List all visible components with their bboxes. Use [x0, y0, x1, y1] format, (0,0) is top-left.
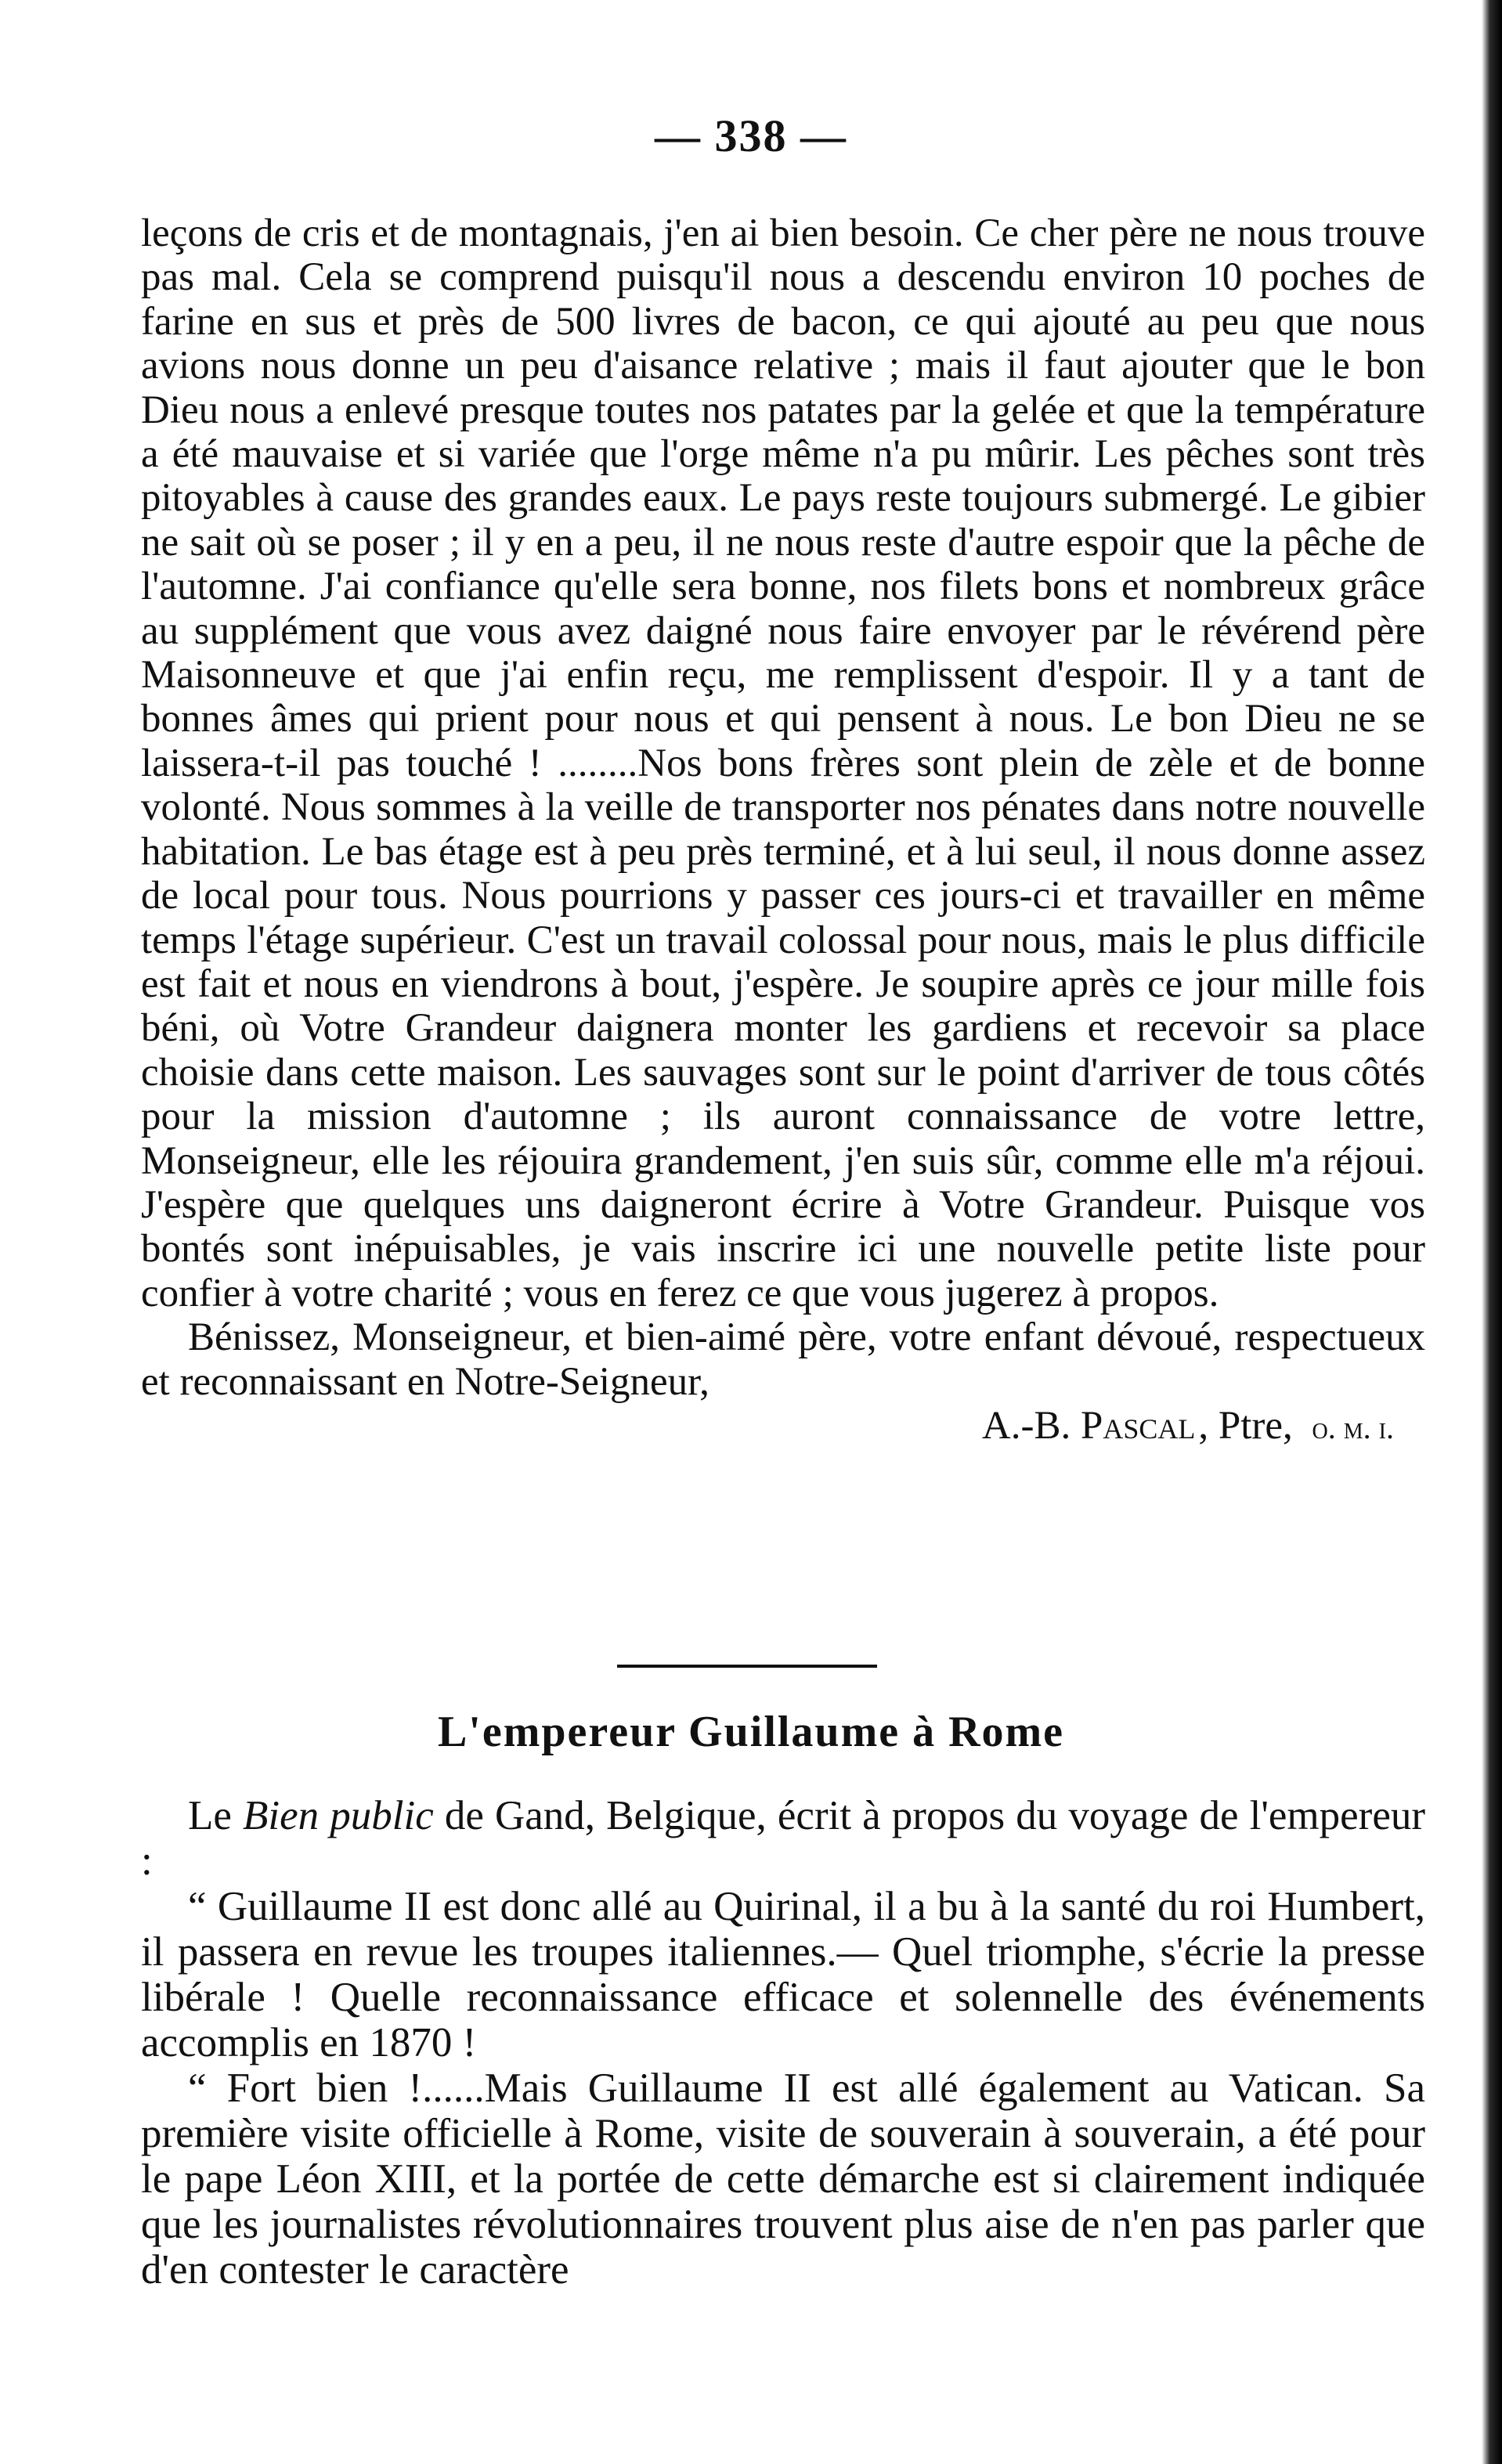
signature-name: Pascal [1081, 1403, 1196, 1448]
article-title: L'empereur Guillaume à Rome [437, 1708, 1065, 1756]
page-number: — 338 — [655, 110, 847, 161]
section-separator-rule [617, 1665, 877, 1668]
article-quote-1: “ Guillaume II est donc allé au Quirinal, il a bu à la santé du roi Humbert, il passera en revue les troupes italiennes.— Quel triomphe, s'écrie la presse libérale ! Quelle reconnaissance efficace et solennelle des événements accomplis en 1870 ! [141, 1884, 1425, 2065]
signature-title: , Ptre, [1198, 1403, 1293, 1448]
article-intro-suffix: de Gand, Belgique, écrit à propos du voyage de l'empereur : [141, 1793, 1425, 1884]
signature-order: o. m. i. [1312, 1409, 1394, 1445]
page-spine-edge [1482, 0, 1502, 2464]
letter-signature [141, 1404, 1425, 1450]
letter-paragraph-closing: Bénissez, Monseigneur, et bien-aimé père, votre enfant dévoué, respectueux et reconnaissant en Notre-Seigneur, [141, 1315, 1425, 1404]
letter-body [141, 211, 1425, 1450]
article-quote-2: “ Fort bien !......Mais Guillaume II est allé également au Vatican. Sa première visite officielle à Rome, visite de souverain à souverain, a été pour le pape Léon XIII, et la portée de cette démarche est si clairement indiquée que les journalistes révolutionnaires trouvent plus aise de n'en pas parler que d'en contester le caractère [141, 2065, 1425, 2293]
article-intro [141, 1793, 1425, 1884]
article-body [141, 1793, 1425, 2293]
signature-initials: A.-B. [981, 1403, 1071, 1448]
article-intro-source: Bien public [243, 1793, 434, 1838]
article-intro-prefix: Le [188, 1793, 244, 1838]
letter-paragraph-main: leçons de cris et de montagnais, j'en ai bien besoin. Ce cher père ne nous trouve pas mal. Cela se comprend puisqu'il nous a descendu environ 10 poches de farine en sus et près de 500 livres de bacon, ce qui ajouté au peu que nous avions nous donne un peu d'aisance relative ; mais il faut ajouter que le bon Dieu nous a enlevé presque toutes nos patates par la gelée et que la température a été mauvaise et si variée que l'orge même n'a pu mûrir. Les pêches sont très pitoyables à cause des grandes eaux. Le pays reste toujours submergé. Le gibier ne sait où se poser ; il y en a peu, il ne nous reste d'autre espoir que la pêche de l'automne. J'ai confiance qu'elle sera bonne, nos filets bons et nombreux grâce au supplément que vous avez daigné nous faire envoyer par le révérend père Maisonneuve et que j'ai enfin reçu, me remplissent d'espoir. Il y a tant de bonnes âmes qui prient pour nous et qui pensent à nous. Le bon Dieu ne se laissera-t-il pas touché ! ........Nos bons frères sont plein de zèle et de bonne volonté. Nous sommes à la veille de transporter nos pénates dans notre nouvelle habitation. Le bas étage est à peu près terminé, et à lui seul, il nous donne assez de local pour tous. Nous pourrions y passer ces jours-ci et travailler en même temps l'étage supérieur. C'est un travail colossal pour nous, mais le plus difficile est fait et nous en viendrons à bout, j'espère. Je soupire après ce jour mille fois béni, où Votre Grandeur daignera monter les gardiens et recevoir sa place choisie dans cette maison. Les sauvages sont sur le point d'arriver de tous côtés pour la mission d'automne ; ils auront connaissance de votre lettre, Monseigneur, elle les réjouira grandement, j'en suis sûr, comme elle m'a réjoui. J'espère que quelques uns daigneront écrire à Votre Grandeur. Puisque vos bontés sont inépuisables, je vais inscrire ici une nouvelle petite liste pour confier à votre charité ; vous en ferez ce que vous jugerez à propos. [141, 211, 1425, 1315]
